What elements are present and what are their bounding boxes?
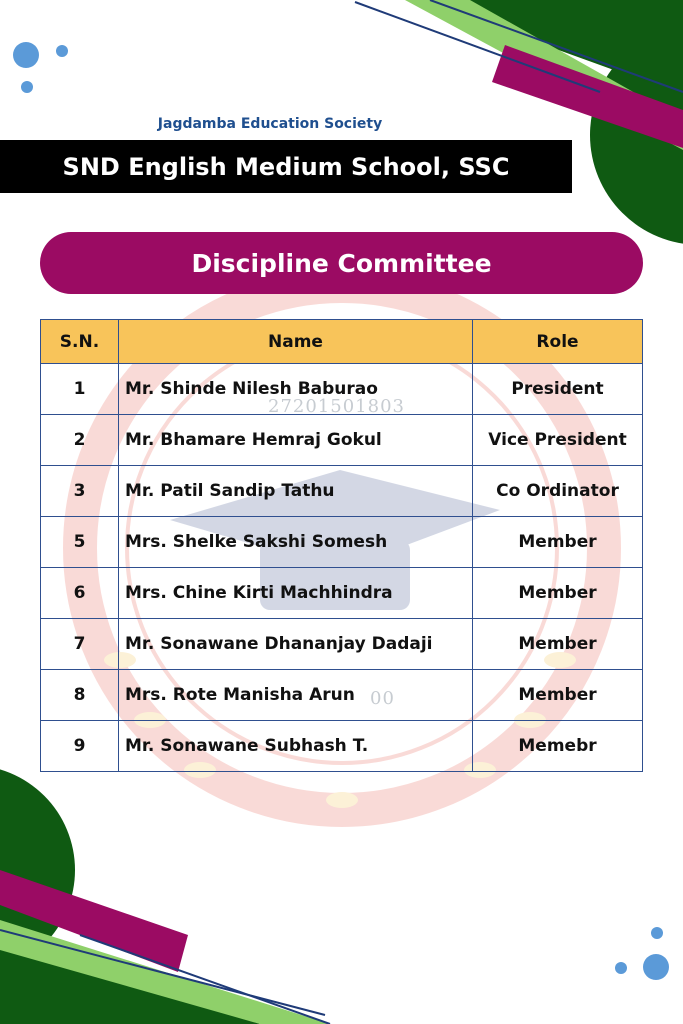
school-name: SND English Medium School, SSC [62,152,510,181]
cell-role: Member [473,517,643,568]
school-name-bar [0,140,572,193]
table-row [41,619,643,670]
cell-sn: 6 [41,568,119,619]
table-row [41,517,643,568]
cell-name: Mr. Sonawane Subhash T. [119,721,473,772]
committee-table [40,319,643,772]
table-row [41,670,643,721]
cell-name: Mrs. Rote Manisha Arun [119,670,473,721]
cell-role: Member [473,568,643,619]
committee-title: Discipline Committee [191,248,492,278]
table-row [41,415,643,466]
cell-sn: 7 [41,619,119,670]
column-header-name: Name [119,320,473,364]
cell-name: Mr. Bhamare Hemraj Gokul [119,415,473,466]
column-header-role: Role [473,320,643,364]
cell-role: Co Ordinator [473,466,643,517]
cell-role: Memebr [473,721,643,772]
table-row [41,466,643,517]
cell-role: President [473,364,643,415]
column-header-sn: S.N. [41,320,119,364]
table-row [41,364,643,415]
table-row [41,721,643,772]
cell-sn: 3 [41,466,119,517]
cell-sn: 5 [41,517,119,568]
cell-role: Member [473,619,643,670]
watermark-code: 27201501803 [268,396,405,417]
cell-role: Vice President [473,415,643,466]
cell-name: Mrs. Chine Kirti Machhindra [119,568,473,619]
cell-name: Mrs. Shelke Sakshi Somesh [119,517,473,568]
table-header-row [41,320,643,364]
cell-sn: 9 [41,721,119,772]
cell-sn: 2 [41,415,119,466]
cell-sn: 1 [41,364,119,415]
society-name: Jagdamba Education Society [157,116,383,132]
cell-role: Member [473,670,643,721]
watermark-code-fragment: 00 [370,688,395,709]
cell-name: Mr. Patil Sandip Tathu [119,466,473,517]
cell-name: Mr. Sonawane Dhananjay Dadaji [119,619,473,670]
cell-sn: 8 [41,670,119,721]
cell-name: Mr. Shinde Nilesh Baburao [119,364,473,415]
table-row [41,568,643,619]
committee-title-banner [40,232,643,294]
